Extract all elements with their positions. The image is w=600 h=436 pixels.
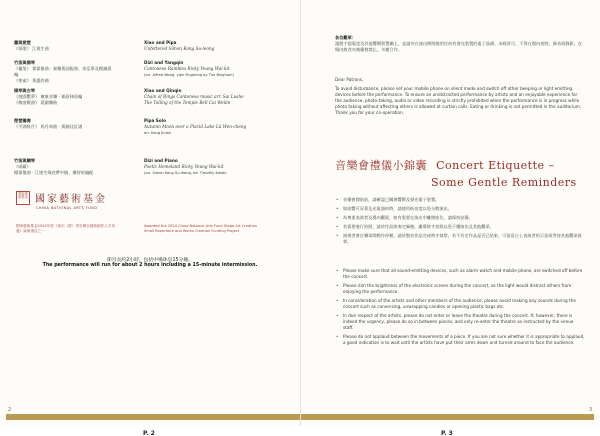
list-item: • Please do not applaud between the movements of a piece. If you are not sure whether it is appropriate to applaud, a good indication is to wait until the artists have put their arms down and turned around to face the audience. xyxy=(335,334,585,346)
left-page-caption: P. 2 xyxy=(143,430,155,436)
program-zh-line: 楊偉傑曲 · 江建生與欣帶中稿、樂智裕編配 xyxy=(14,170,94,175)
program-zh-heading: 竹笛與鋼琴 xyxy=(14,158,35,163)
list-item: • In due respect of the artists, please do not enter or leave the theatre during the concert. If, however, there is indeed the urgency, please do so in between pieces, and only re-enter the theatre as instructed by the venue staff. xyxy=(335,313,585,331)
etiquette-heading-zh: 音樂會禮儀小錦囊 xyxy=(335,159,427,172)
program-en-detail: Chain of Rings Cantonese music arr. Sai Lushe xyxy=(144,94,244,99)
gold-footer-bar xyxy=(301,414,594,420)
arts-fund-seal-text: 國家藝術基金 xyxy=(18,191,28,200)
sponsor-logo xyxy=(16,190,126,210)
list-item: • 為尊重表演者及場內觀眾，如有需要在演出中離開座位，請保持安靜。 xyxy=(335,215,585,221)
program-en-detail: Poetic Homeland Ricky Yeung Wai-kit xyxy=(144,164,224,169)
program-en-heading: Dizi and Piano xyxy=(144,158,178,163)
sponsor-note-en: Awarded the 2024 China National Arts Fund Stage Art Creation Small Repertoire and Works Creation Funding Project xyxy=(144,224,258,233)
program-en-detail: Cantonese Rambles Ricky Yeung Wai-kit xyxy=(144,66,230,71)
program-en-detail: Unfettered Simon Kong Su-leong xyxy=(144,46,215,51)
program-en-heading: Dizi and Yangqin xyxy=(144,60,184,65)
program-en-note: arr. Kang Jinlan xyxy=(144,131,172,135)
page-number: 2 xyxy=(8,407,12,413)
notice-zh-body: 請將手提電話及其他響鬧裝置關上，並請勿在演出期間使用任何有發光裝置的電子設備。未經許可，不得在場內拍照、錄音或錄影。在場內飲食亦被嚴格禁止。多謝合作。 xyxy=(335,41,583,52)
notice-en-title: Dear Patrons, xyxy=(335,77,364,82)
program-zh-line: 《遊園驚夢》 廣東音樂 · 崔蔚林再編 xyxy=(14,94,83,99)
gold-footer-bar xyxy=(6,414,300,420)
list-item: • In consideration of the artists and other members of the audience, please avoid making any sounds during the concert such as conversing, unwrapping candies or opening plastic bags etc. xyxy=(335,298,585,310)
list-item: • Please make sure that all sound-emitting devices, such as alarm watch and mobile phone, are switched off before the concert. xyxy=(335,268,585,280)
performance-duration xyxy=(0,256,300,268)
program-en-heading: Xiao and Pipa xyxy=(144,40,177,45)
list-item: • 如欲響可穿著及光電器材時，請使用低亮度以免分散演出。 xyxy=(335,206,585,212)
etiquette-heading-en-line2: Some Gentle Reminders xyxy=(431,176,577,189)
etiquette-list-en xyxy=(335,268,585,349)
notice-zh xyxy=(335,35,585,53)
program-en-heading: Pipa Solo xyxy=(144,118,166,123)
right-page xyxy=(300,0,600,426)
program-zh-line: 《寒雀》 黃惠鈞曲 xyxy=(14,78,49,83)
etiquette-heading-en-line1: Concert Etiquette – xyxy=(436,159,555,172)
program-en-note: (arr. Alfred Wong, yqin Fingering by Tim Bingham) xyxy=(144,73,234,77)
notice-zh-title: 各位觀眾： xyxy=(335,35,356,40)
left-page xyxy=(0,0,300,426)
performance-duration-en: The performance will run for about 2 hours including a 15-minute intermission. xyxy=(42,263,258,268)
program-zh-line: 《頌歌》 江建生曲 xyxy=(14,46,49,51)
list-item: • Please dim the brightness of the electronic screen during the concert, as the light would distract others from enjoying the performance. xyxy=(335,283,585,295)
list-item: • 音樂會開始前，請確認已關掉響鬧及發光電子裝置。 xyxy=(335,197,585,203)
program-zh-heading: 蕭與琵琶 xyxy=(14,40,31,45)
list-item: • 若需要進行拍照，請於作品演奏完畢後，謝幕時才拍照以免干擾演出及其他觀眾。 xyxy=(335,224,585,230)
program-zh-line: 《龜兔》 翟偉雄曲 · 秦樂著詞配曲、余亞華及楊錦謨編 xyxy=(14,66,112,77)
program-en-detail: The Tolling of the Temple Bell Cai Weilin xyxy=(144,100,231,105)
etiquette-list-zh xyxy=(335,197,585,248)
program-en-note: (arr. Simon Kong Su-leong, ed. Timothy Kwok) xyxy=(144,171,227,175)
list-item: • 演奏者會在樂章間稍作停頓，請於整首作品完成時才鼓掌。若不肯定作品是否已結束，可留意台上表演者的示意或等待其他觀眾鼓掌。 xyxy=(335,233,585,245)
program-en-heading: Xiao and Qinqin xyxy=(144,88,182,93)
program-zh-heading: 揚琴與古琴 xyxy=(14,88,35,93)
program-zh-line: 《梅窯戲曲》 葛錦樂曲 xyxy=(14,100,58,105)
notice-en xyxy=(335,77,585,116)
etiquette-heading-line2 xyxy=(431,171,591,190)
program-zh-line: 《平湖秋月》 馬丹周曲 · 黃錦佳訂譜 xyxy=(14,124,83,129)
arts-fund-seal-icon xyxy=(16,191,30,205)
performance-duration-zh: 節目長約2小時，包括中場休息15分鐘。 xyxy=(107,258,193,263)
sponsor-note-zh: 國家藝術基金2024年度《演宗（群）青年舞台藝術創作人才培養》資助項目之一 xyxy=(16,224,115,233)
page-number: 3 xyxy=(588,407,592,413)
program-zh-heading: 琵琶獨奏 xyxy=(14,118,31,123)
program-zh-line: 《頌藏》 xyxy=(14,164,31,169)
sponsor-logo-en: CHINA NATIONAL ARTS FUND xyxy=(36,206,98,210)
program-zh-heading: 竹笛與揚琴 xyxy=(14,60,35,65)
program-en-detail: Autumn Moon over a Placid Lake Lü Wen-cheng xyxy=(144,124,247,129)
right-page-caption: P. 3 xyxy=(441,430,453,436)
notice-en-body: To avoid disturbance, please set your mobile phone on silent mode and switch off other beeping or light emitting devices before the performance. To ensure an undistracted performance by artists and an enjoyable experience for the audience, photo-taking, audio or video recording is strictly prohibited when the performance is in progress while photo taking without affecting others is allowed at curtain calls. Eating or drinking is not permitted in the auditorium. Thank you for your co-operation. xyxy=(335,86,582,115)
sponsor-logo-zh: 國家藝術基金 xyxy=(35,194,107,205)
